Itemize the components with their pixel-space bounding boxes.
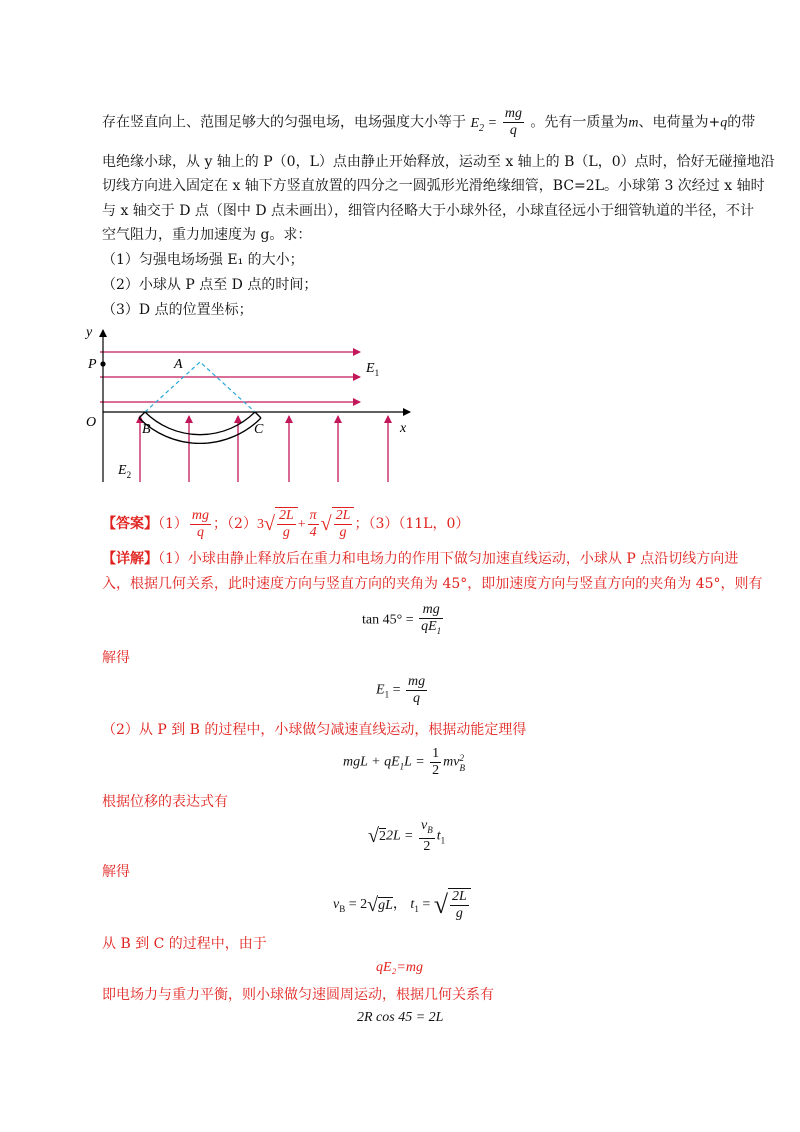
equation-geometry: 2R cos 45 = 2L xyxy=(357,1010,444,1025)
equation-balance: qE₂=mg xyxy=(376,960,423,975)
sqrt-gl: √gL xyxy=(367,893,393,916)
eq-fraction: $\frac{mg}{qE_1}$ xyxy=(421,602,442,636)
symbol-E2: $E_2$ xyxy=(470,115,485,134)
label-o: O xyxy=(86,415,97,430)
eq-lhs: tan 45° = xyxy=(362,612,414,628)
label-b: B xyxy=(142,422,151,437)
answer-separator: ；（2） xyxy=(213,516,257,532)
eq-half: $\frac{1}{2}$ xyxy=(432,746,440,778)
problem-line-5: 空气阻力，重力加速度为 g。求： xyxy=(102,227,312,243)
physics-diagram xyxy=(80,322,420,494)
symbol-q: q xyxy=(720,115,728,131)
problem-text: 。先有一质量为 xyxy=(530,114,629,131)
detail-line-5: 从 B 到 C 的过程中，由于 xyxy=(102,936,267,952)
label-a: A xyxy=(174,357,183,372)
detail-line-4: 根据位移的表达式有 xyxy=(102,794,228,810)
point-p xyxy=(100,361,105,366)
tube-end-c xyxy=(255,412,261,418)
detail-text: （1）小球由静止释放后在重力和电场力的作用下做匀加速直线运动，小球从 P 点沿切线方向进 xyxy=(158,551,739,567)
eq-coef: = 2 xyxy=(348,897,368,913)
dashed-triangle xyxy=(145,362,255,412)
answer-fraction-pi: $\frac{\pi}{4}$ xyxy=(309,507,317,540)
answer-sqrt-1: √ $\frac{2L}{g}$ xyxy=(264,507,298,541)
eq-mid: L = xyxy=(404,754,425,770)
jiede-1: 解得 xyxy=(102,650,130,666)
eq-sub: B xyxy=(339,904,346,915)
label-c: C xyxy=(254,422,264,437)
symbol-m: m xyxy=(628,115,639,131)
answer-line xyxy=(102,507,469,541)
detail-line-1 xyxy=(102,549,738,569)
problem-line-2: 电绝缘小球，从 y 轴上的 P（0，L）点由静止开始释放，运动至 x 轴上的 B（L，0）点时，恰好无碰撞地沿 xyxy=(102,154,775,170)
question-2: （2）小球从 P 点至 D 点的时间； xyxy=(102,277,318,293)
eq-lhs: 2L = xyxy=(385,828,414,844)
problem-line-1 xyxy=(102,106,755,139)
detail-line-6: 即电场力与重力平衡，则小球做匀速圆周运动，根据几何关系有 xyxy=(102,987,494,1003)
sqrt-2: √2 xyxy=(368,824,386,847)
plus-sign: + xyxy=(297,517,306,532)
label-e2: $E_2$ xyxy=(118,463,132,480)
eq-fraction: $\frac{v_B}{2}$ xyxy=(420,818,433,854)
detail-line-3: （2）从 P 到 B 的过程中，小球做匀减速直线运动，根据动能定理得 xyxy=(102,722,527,738)
eq-rhs: t xyxy=(436,828,441,844)
problem-text: 、电荷量为+ xyxy=(638,114,721,131)
eq-fraction: $\frac{mg}{q}$ xyxy=(407,674,426,706)
equation-e1 xyxy=(376,674,429,707)
eq-sub: 1 xyxy=(414,904,419,915)
eq-sub: 1 xyxy=(440,835,446,846)
answer-sqrt-2: √ $\frac{2L}{g}$ xyxy=(321,507,355,541)
problem-text: 的带 xyxy=(727,114,756,131)
equals-sign: = xyxy=(392,682,401,698)
problem-line-4: 与 x 轴交于 D 点（图中 D 点未画出），细管内径略大于小球外径，小球直径远小于细管轨道的半径，不计 xyxy=(102,203,755,219)
label-p: P xyxy=(88,357,97,372)
answer-coefficient: 3 xyxy=(256,517,264,532)
answer-part-1: （1） xyxy=(158,516,188,532)
eq-lhs: mgL + qE xyxy=(343,754,400,770)
equals-sign: = xyxy=(488,115,497,131)
problem-line-3: 切线方向进入固定在 x 轴下方竖直放置的四分之一圆弧形光滑绝缘细管，BC=2L。小球第 3 次经过 x 轴时 xyxy=(102,178,765,194)
detail-line-2: 入，根据几何关系，此时速度方向与竖直方向的夹角为 45°，即加速度方向与竖直方向的夹角为 45°，则有 xyxy=(102,576,763,592)
detail-tag: 【详解】 xyxy=(102,551,158,567)
sqrt-2l-over-g: √ $\frac{2L}{g}$ xyxy=(434,888,471,922)
equation-displacement xyxy=(368,818,445,855)
problem-text: 存在竖直向上、范围足够大的匀强电场，电场强度大小等于 xyxy=(102,114,466,131)
question-1: （1）匀强电场场强 E₁ 的大小； xyxy=(102,252,304,268)
eq-lhs: E xyxy=(376,682,385,698)
answer-part-3: ；（3）（11L，0） xyxy=(354,516,470,532)
eq-sub: 1 xyxy=(399,761,405,772)
equation-tan45 xyxy=(362,602,445,639)
question-3: （3）D 点的位置坐标； xyxy=(102,302,253,318)
eq-vb: v xyxy=(333,897,340,913)
answer-tag: 【答案】 xyxy=(102,516,158,532)
equals-sign: = xyxy=(422,897,431,913)
label-x: x xyxy=(400,421,407,436)
equation-results xyxy=(333,888,471,922)
eq-comma: ， xyxy=(392,897,407,913)
eq-rhs: mv xyxy=(443,754,460,770)
equation-energy: mgL + $qE_1L$ = $\frac{1}{2}$ mv 2 B xyxy=(343,746,465,778)
label-y: y xyxy=(86,325,93,340)
label-e1: $E_1$ xyxy=(366,361,380,378)
eq-t1: t xyxy=(410,897,415,913)
tube-end-b xyxy=(139,412,145,418)
eq-sub: 1 xyxy=(384,689,390,700)
fraction-mg-over-q: $\frac{mg}{q}$ xyxy=(504,106,522,138)
answer-fraction-1: $\frac{mg}{q}$ xyxy=(191,507,210,540)
jiede-2: 解得 xyxy=(102,864,130,880)
